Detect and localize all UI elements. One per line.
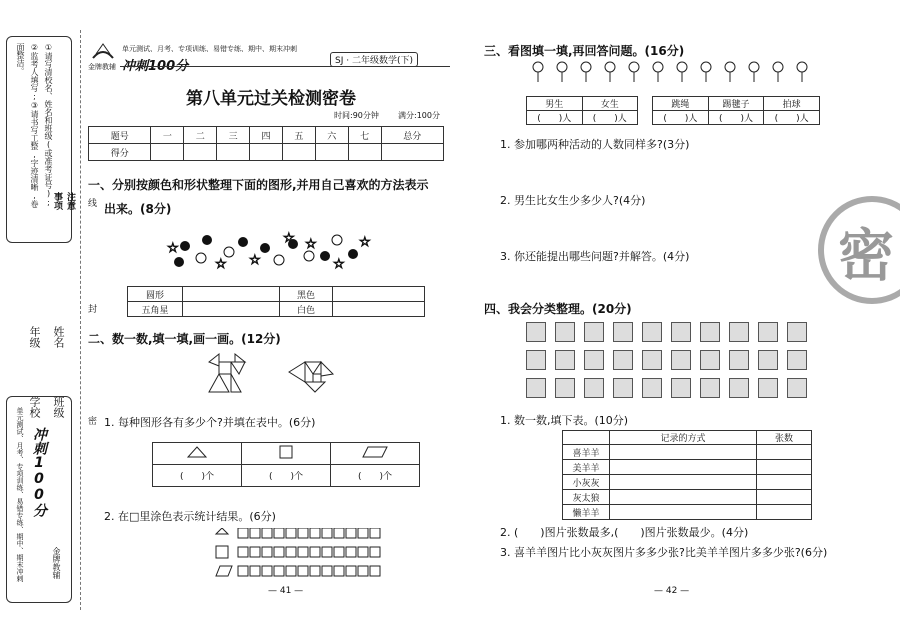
q3-gender-table bbox=[526, 96, 638, 125]
q1-shapes-figure bbox=[165, 226, 375, 272]
score-cell[interactable] bbox=[348, 144, 381, 161]
square-icon bbox=[242, 443, 331, 465]
kids-activity-figure bbox=[526, 60, 826, 84]
record-cell[interactable] bbox=[610, 505, 757, 520]
q2-title: 二、数一数,填一填,画一画。(12分) bbox=[88, 332, 281, 346]
activity-header: 踢毽子 bbox=[708, 97, 764, 111]
table-row bbox=[128, 287, 425, 302]
table-header: 张数 bbox=[757, 431, 812, 445]
table-row bbox=[563, 505, 812, 520]
wolf-picture bbox=[729, 350, 749, 370]
wolf-picture bbox=[671, 378, 691, 398]
wolf-picture bbox=[526, 378, 546, 398]
q1-cell: 白色 bbox=[280, 302, 333, 317]
wolf-picture bbox=[613, 378, 633, 398]
q4-record-table bbox=[562, 430, 812, 520]
exam-title: 第八单元过关检测密卷 bbox=[186, 89, 356, 109]
q4-picture-grid bbox=[526, 322, 826, 402]
secret-stamp-text: 密 bbox=[838, 224, 894, 289]
score-cell[interactable] bbox=[282, 144, 315, 161]
sidebar-brand: 冲刺100分 bbox=[31, 427, 47, 517]
sheep-picture bbox=[700, 350, 720, 370]
svg-text:☆: ☆ bbox=[359, 235, 371, 250]
wolf-picture bbox=[729, 322, 749, 342]
table-row bbox=[563, 475, 812, 490]
record-cell[interactable] bbox=[610, 445, 757, 460]
q4-title: 四、我会分类整理。(20分) bbox=[484, 302, 632, 316]
header-rule bbox=[120, 66, 450, 67]
header-publisher: 金牌教辅 bbox=[88, 63, 116, 71]
q1-answer-cell[interactable] bbox=[183, 287, 280, 302]
count-cell[interactable] bbox=[757, 490, 812, 505]
score-table bbox=[88, 126, 444, 161]
q3-sub2: 2. 男生比女生少多少人?(4分) bbox=[500, 194, 646, 207]
notes-text: ①请写清校名、姓名和班级(或准考证号); ②监考人填写;③请书写工整,字迹清晰,卷面整洁。 bbox=[16, 43, 53, 208]
sidebar-publisher: 金牌教辅 bbox=[52, 547, 61, 579]
count-answer[interactable]: ( )人 bbox=[764, 111, 820, 125]
count-answer[interactable]: ( )人 bbox=[653, 111, 709, 125]
count-cell[interactable] bbox=[757, 460, 812, 475]
q4-sub1: 1. 数一数,填下表。(10分) bbox=[500, 414, 629, 427]
sheep-picture bbox=[584, 322, 604, 342]
header-grade-badge: SJ · 二年级数学(下) bbox=[330, 52, 418, 67]
character-label: 美羊羊 bbox=[563, 460, 610, 475]
gender-header: 男生 bbox=[527, 97, 583, 111]
score-header-cell: 题号 bbox=[89, 127, 151, 144]
notes-title: 注意事项 bbox=[52, 192, 75, 210]
sheep-picture bbox=[526, 350, 546, 370]
q1-title-cont: 出来。(8分) bbox=[104, 202, 172, 216]
sheep-picture bbox=[642, 350, 662, 370]
activity-header: 拍球 bbox=[764, 97, 820, 111]
page-number-left: — 41 — bbox=[268, 586, 304, 596]
table-row bbox=[653, 97, 820, 111]
sheep-picture bbox=[642, 378, 662, 398]
header-series: 单元测试、月考、专项训练、易错专练、期中、期末冲刺 bbox=[122, 45, 297, 53]
table-row bbox=[563, 490, 812, 505]
score-header-cell: 总分 bbox=[381, 127, 443, 144]
table-row bbox=[653, 111, 820, 125]
count-cell[interactable] bbox=[757, 505, 812, 520]
q2-sub2: 2. 在□里涂色表示统计结果。(6分) bbox=[104, 510, 276, 523]
count-answer[interactable]: ( )个 bbox=[242, 465, 331, 487]
table-row bbox=[527, 111, 638, 125]
svg-text:☆: ☆ bbox=[283, 231, 295, 246]
sheep-picture bbox=[671, 322, 691, 342]
binding-line bbox=[80, 30, 81, 610]
page-number-right: — 42 — bbox=[654, 586, 690, 596]
sheep-picture bbox=[787, 378, 807, 398]
record-cell[interactable] bbox=[610, 490, 757, 505]
book-logo-icon bbox=[92, 42, 114, 60]
score-header-cell: 五 bbox=[282, 127, 315, 144]
wolf-picture bbox=[613, 350, 633, 370]
table-row bbox=[563, 460, 812, 475]
sheep-picture bbox=[700, 322, 720, 342]
count-answer[interactable]: ( )人 bbox=[582, 111, 638, 125]
name-field-label: 姓名 bbox=[52, 326, 65, 348]
notes-box bbox=[6, 36, 75, 243]
table-header: 记录的方式 bbox=[610, 431, 757, 445]
sheep-picture bbox=[787, 322, 807, 342]
binding-sidebar bbox=[4, 36, 74, 606]
gender-header: 女生 bbox=[582, 97, 638, 111]
triangle-icon bbox=[153, 443, 242, 465]
table-row bbox=[563, 431, 812, 445]
table-row bbox=[153, 443, 420, 465]
score-cell[interactable] bbox=[381, 144, 443, 161]
count-answer[interactable]: ( )人 bbox=[527, 111, 583, 125]
character-label: 灰太狼 bbox=[563, 490, 610, 505]
activity-header: 跳绳 bbox=[653, 97, 709, 111]
q2-count-table bbox=[152, 442, 420, 487]
sheep-picture bbox=[584, 378, 604, 398]
q2-coloring-grid[interactable] bbox=[208, 528, 418, 578]
score-cell[interactable] bbox=[151, 144, 184, 161]
wolf-picture bbox=[613, 322, 633, 342]
q1-title: 一、分别按颜色和形状整理下面的图形,并用自己喜欢的方法表示 bbox=[88, 178, 429, 192]
score-row-label: 得分 bbox=[89, 144, 151, 161]
q1-answer-cell[interactable] bbox=[333, 302, 425, 317]
sheep-picture bbox=[758, 350, 778, 370]
score-cell[interactable] bbox=[250, 144, 283, 161]
wolf-picture bbox=[758, 378, 778, 398]
count-answer[interactable]: ( )个 bbox=[331, 465, 420, 487]
wolf-picture bbox=[555, 378, 575, 398]
svg-text:☆: ☆ bbox=[215, 257, 227, 272]
count-cell[interactable] bbox=[757, 475, 812, 490]
exam-time: 时间:90分钟 bbox=[334, 111, 379, 120]
q1-answer-cell[interactable] bbox=[183, 302, 280, 317]
character-label: 懒羊羊 bbox=[563, 505, 610, 520]
svg-text:☆: ☆ bbox=[249, 253, 261, 268]
character-label: 喜羊羊 bbox=[563, 445, 610, 460]
score-cell[interactable] bbox=[184, 144, 217, 161]
sidebar-logo-box bbox=[6, 396, 72, 603]
sheep-picture bbox=[729, 378, 749, 398]
table-header bbox=[563, 431, 610, 445]
q3-title: 三、看图填一填,再回答问题。(16分) bbox=[484, 44, 685, 58]
grade-field-label: 年级 bbox=[28, 326, 41, 348]
count-answer[interactable]: ( )人 bbox=[708, 111, 764, 125]
score-header-cell: 六 bbox=[315, 127, 348, 144]
svg-text:☆: ☆ bbox=[305, 237, 317, 252]
wolf-picture bbox=[787, 350, 807, 370]
q4-sub2: 2. ( )图片张数最多,( )图片张数最少。(4分) bbox=[500, 526, 749, 539]
score-cell[interactable] bbox=[315, 144, 348, 161]
q1-cell: 五角星 bbox=[128, 302, 183, 317]
binding-mark-xian: 线 bbox=[88, 199, 98, 209]
header-brand: 冲刺100分 bbox=[122, 59, 189, 74]
table-row bbox=[527, 97, 638, 111]
q2-sub1: 1. 每种图形各有多少个?并填在表中。(6分) bbox=[104, 416, 316, 429]
q3-activity-table bbox=[652, 96, 820, 125]
score-header-cell: 四 bbox=[250, 127, 283, 144]
school-field-label: 学校 bbox=[28, 396, 41, 418]
q1-cell: 圆形 bbox=[128, 287, 183, 302]
binding-mark-mi: 密 bbox=[88, 417, 98, 427]
wolf-picture bbox=[642, 322, 662, 342]
q3-sub1: 1. 参加哪两种活动的人数同样多?(3分) bbox=[500, 138, 690, 151]
sidebar-series: 单元测试、月考、专项训练、易错专练、期中、期末冲刺 bbox=[16, 407, 24, 582]
secret-stamp bbox=[818, 196, 900, 304]
wolf-picture bbox=[671, 350, 691, 370]
q4-sub3: 3. 喜羊羊图片比小灰灰图片多多少张?比美羊羊图片多多少张?(6分) bbox=[500, 546, 828, 559]
sheep-picture bbox=[526, 322, 546, 342]
binding-mark-feng: 封 bbox=[88, 305, 98, 315]
record-cell[interactable] bbox=[610, 475, 757, 490]
score-table-row bbox=[89, 144, 444, 161]
table-row bbox=[128, 302, 425, 317]
table-row bbox=[563, 445, 812, 460]
score-header-cell: 七 bbox=[348, 127, 381, 144]
exam-score: 满分:100分 bbox=[398, 111, 440, 120]
record-cell[interactable] bbox=[610, 460, 757, 475]
q1-answer-table bbox=[127, 286, 425, 317]
parallelogram-icon bbox=[331, 443, 420, 465]
sheep-picture bbox=[555, 322, 575, 342]
score-cell[interactable] bbox=[217, 144, 250, 161]
q1-cell: 黑色 bbox=[280, 287, 333, 302]
table-row bbox=[153, 465, 420, 487]
count-cell[interactable] bbox=[757, 445, 812, 460]
sheep-picture bbox=[700, 378, 720, 398]
class-field-label: 班级 bbox=[52, 396, 65, 418]
tangram-figure bbox=[205, 352, 340, 394]
svg-text:☆: ☆ bbox=[167, 241, 179, 256]
wolf-picture bbox=[584, 350, 604, 370]
wolf-picture bbox=[555, 350, 575, 370]
score-header-cell: 二 bbox=[184, 127, 217, 144]
count-answer[interactable]: ( )个 bbox=[153, 465, 242, 487]
score-header-cell: 一 bbox=[151, 127, 184, 144]
score-table-header-row bbox=[89, 127, 444, 144]
q1-answer-cell[interactable] bbox=[333, 287, 425, 302]
q3-sub3: 3. 你还能提出哪些问题?并解答。(4分) bbox=[500, 250, 690, 263]
svg-text:☆: ☆ bbox=[333, 257, 345, 272]
character-label: 小灰灰 bbox=[563, 475, 610, 490]
score-header-cell: 三 bbox=[217, 127, 250, 144]
sheep-picture bbox=[758, 322, 778, 342]
